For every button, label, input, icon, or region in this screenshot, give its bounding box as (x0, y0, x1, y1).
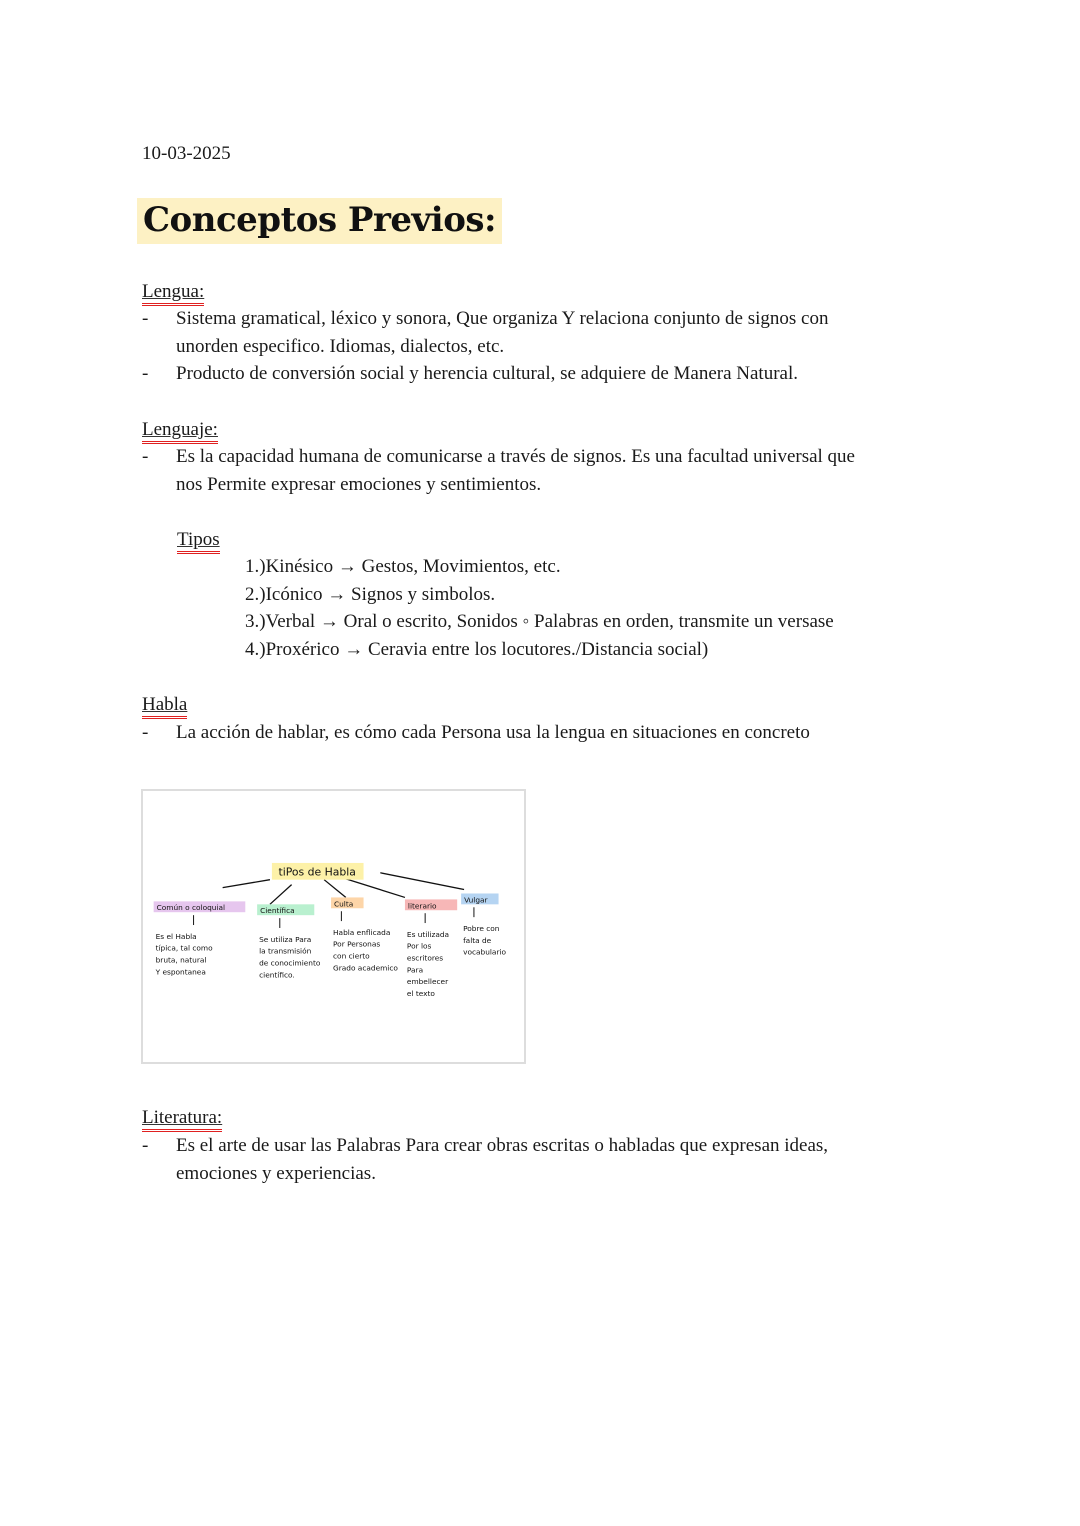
node-description: Por Personas (333, 939, 381, 949)
node-description: Por los (406, 941, 432, 951)
tipos-de-habla-diagram (141, 789, 526, 1064)
heading-lengua (142, 281, 204, 303)
date: 10-03-2025 (142, 143, 231, 164)
bullet-marker: - (142, 308, 149, 329)
node-description: Pobre con (463, 923, 500, 933)
tipo-item: 4.)Proxérico → Ceravia entre los locutores./Distancia social) (245, 639, 709, 660)
node-label: Vulgar (464, 895, 488, 905)
tipo-item: 2.)Icónico → Signos y simbolos. (245, 584, 496, 605)
diagram-root: tiPos de Habla (278, 865, 356, 879)
list-item: Es la capacidad humana de comunicarse a través de signos. Es una facultad universal que (176, 446, 855, 467)
heading-text: Lenguaje: (142, 419, 218, 444)
node-label: Científica (260, 906, 295, 916)
bullet-marker: - (142, 363, 149, 384)
node-label: literario (407, 901, 437, 911)
list-item: Producto de conversión social y herencia cultural, se adquiere de Manera Natural. (176, 363, 798, 384)
tipo-item: 3.)Verbal → Oral o escrito, Sonidos ◦ Palabras en orden, transmite un versase (245, 611, 834, 632)
heading-text: Habla (142, 694, 187, 719)
heading-text: Literatura: (142, 1107, 222, 1132)
node-description: el texto (406, 988, 435, 998)
node-description: vocabulario (463, 947, 507, 957)
node-description: de conocimiento (259, 958, 321, 968)
list-item: La acción de hablar, es cómo cada Persona usa la lengua en situaciones en concreto (176, 722, 810, 743)
tipo-item: 1.)Kinésico → Gestos, Movimientos, etc. (245, 556, 561, 577)
heading-tipos (177, 529, 220, 551)
node-description: Habla enflicada (333, 927, 391, 937)
diagram-svg (143, 791, 524, 1062)
page-title: Conceptos Previos: (137, 198, 502, 244)
node-description: Se utiliza Para (259, 934, 312, 944)
node-description: falta de (463, 935, 492, 945)
bullet-marker: - (142, 446, 149, 467)
node-description: bruta, natural (155, 955, 207, 965)
list-item-cont: nos Permite expresar emociones y sentimientos. (176, 474, 542, 495)
node-description: escritores (406, 953, 444, 963)
heading-text: Lengua: (142, 281, 204, 306)
list-item-cont: unorden especifico. Idiomas, dialectos, etc. (176, 336, 505, 357)
heading-literatura (142, 1107, 222, 1129)
node-description: Es el Habla (155, 931, 197, 941)
node-description: Es utilizada (406, 929, 450, 939)
node-description: embellecer (406, 977, 449, 987)
node-description: científico. (259, 970, 295, 980)
heading-habla (142, 694, 187, 716)
node-label: Común o coloquial (156, 903, 226, 913)
node-description: Para (406, 965, 424, 975)
node-description: la transmisión (259, 946, 312, 956)
bullet-marker: - (142, 722, 149, 743)
heading-lenguaje (142, 419, 218, 441)
node-description: con cierto (333, 951, 370, 961)
list-item-cont: emociones y experiencias. (176, 1163, 376, 1184)
node-label: Culta (333, 899, 354, 909)
list-item: Es el arte de usar las Palabras Para crear obras escritas o habladas que expresan ideas, (176, 1135, 829, 1156)
node-description: Grado academico (333, 963, 398, 973)
node-description: Y espontanea (155, 967, 206, 977)
bullet-marker: - (142, 1135, 149, 1156)
list-item: Sistema gramatical, léxico y sonora, Que organiza Y relaciona conjunto de signos con (176, 308, 829, 329)
heading-text: Tipos (177, 529, 220, 554)
node-description: típica, tal como (155, 943, 213, 953)
